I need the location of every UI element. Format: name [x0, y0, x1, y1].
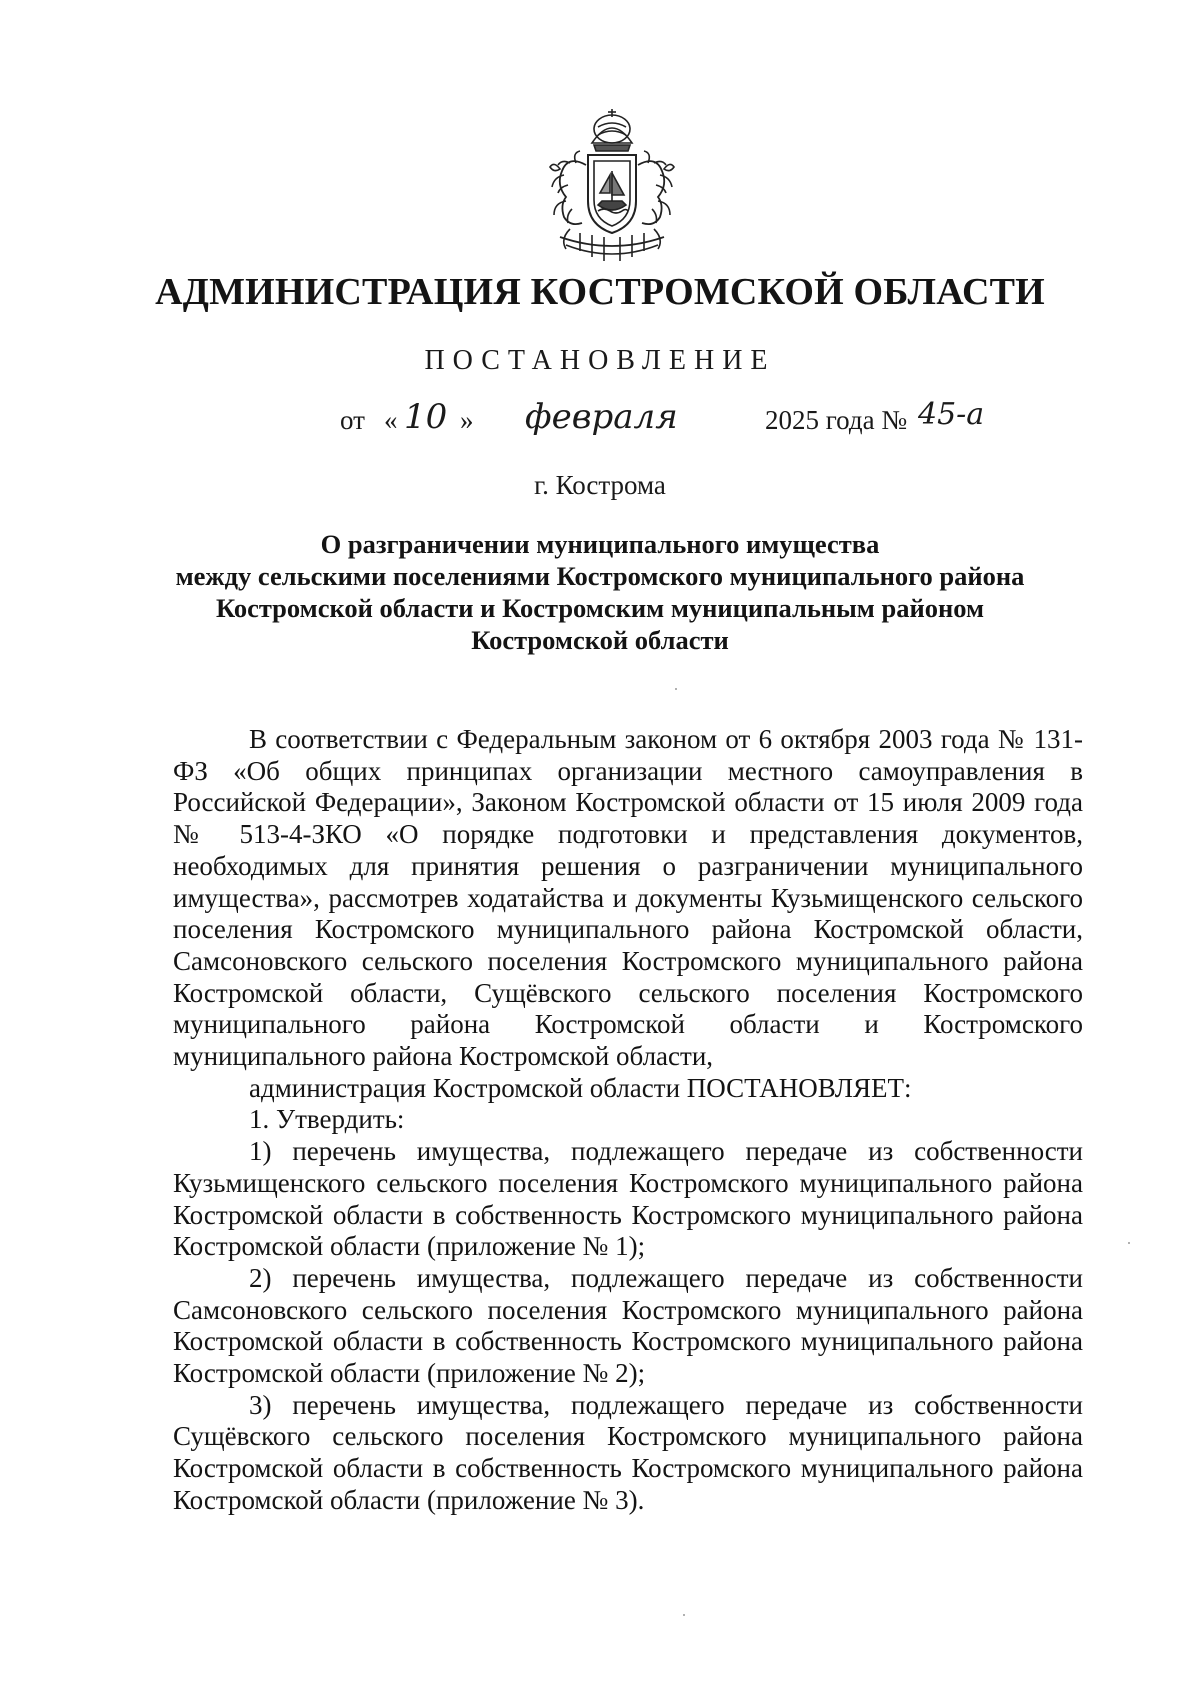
title-line: О разграничении муниципального имущества — [320, 529, 880, 559]
handwritten-number: 45-а — [918, 397, 985, 432]
decree-paragraph: администрация Костромской области ПОСТАНОВЛЯЕТ: — [249, 1072, 912, 1103]
title-line: между сельскими поселениями Костромского муниципального района — [175, 561, 1025, 591]
title-line: Костромской области и Костромским муниципальным районом — [215, 593, 985, 623]
city-name: г. Кострома — [534, 470, 666, 500]
scan-speck — [1128, 1242, 1130, 1244]
date-number-line — [0, 395, 1200, 455]
subitem-1-paragraph: 1) перечень имущества, подлежащего передаче из собственности Кузьмищенского сельского поселения Костромского муниципального района Костромской области в собственность Костромского муниципального района Костромской области (приложение № 1); — [173, 1136, 1083, 1262]
agency-name: АДМИНИСТРАЦИЯ КОСТРОМСКОЙ ОБЛАСТИ — [155, 271, 1045, 313]
date-prefix: от — [340, 405, 365, 435]
item-1-paragraph: 1. Утвердить: — [249, 1104, 405, 1135]
subitem-2-paragraph: 2) перечень имущества, подлежащего передаче из собственности Самсоновского сельского поселения Костромского муниципального района Костромской области в собственность Костромского муниципального района Костромской области (приложение № 2); — [173, 1262, 1083, 1389]
preamble-paragraph: В соответствии с Федеральным законом от 6 октября 2003 года № 131-ФЗ «Об общих принципах организации местного самоуправления в Российской Федерации», Законом Костромской области от 15 июля 2009 года № 513-4-ЗКО «О порядке подготовки и представления документов, необходимых для принятия решения о разграничении муниципального имущества», рассмотрев ходатайства и документы Кузьмищенского сельского поселения Костромского муниципального района Костромской области, Самсоновского сельского поселения Костромского муниципального района Костромской области, Сущёвского сельского поселения Костромского муниципального района Костромской области и Костромского муниципального района Костромской области, — [173, 724, 1083, 1072]
scan-speck — [675, 688, 677, 690]
document-body — [173, 724, 1083, 1517]
handwritten-month: февраля — [525, 397, 678, 437]
quote-open: « — [384, 405, 398, 435]
document-title — [150, 528, 1050, 656]
subitem-3-paragraph: 3) перечень имущества, подлежащего передаче из собственности Сущёвского сельского поселения Костромского муниципального района Костромской области в собственность Костромского муниципального района Костромской области (приложение № 3). — [173, 1389, 1083, 1515]
handwritten-day: 10 — [404, 397, 448, 437]
title-line: Костромской области — [471, 625, 729, 655]
coat-of-arms-emblem — [540, 105, 685, 270]
year-and-number-label: 2025 года № — [765, 405, 908, 435]
quote-close: » — [460, 405, 474, 435]
scan-speck — [683, 1614, 685, 1616]
document-type: ПОСТАНОВЛЕНИЕ — [424, 345, 776, 376]
